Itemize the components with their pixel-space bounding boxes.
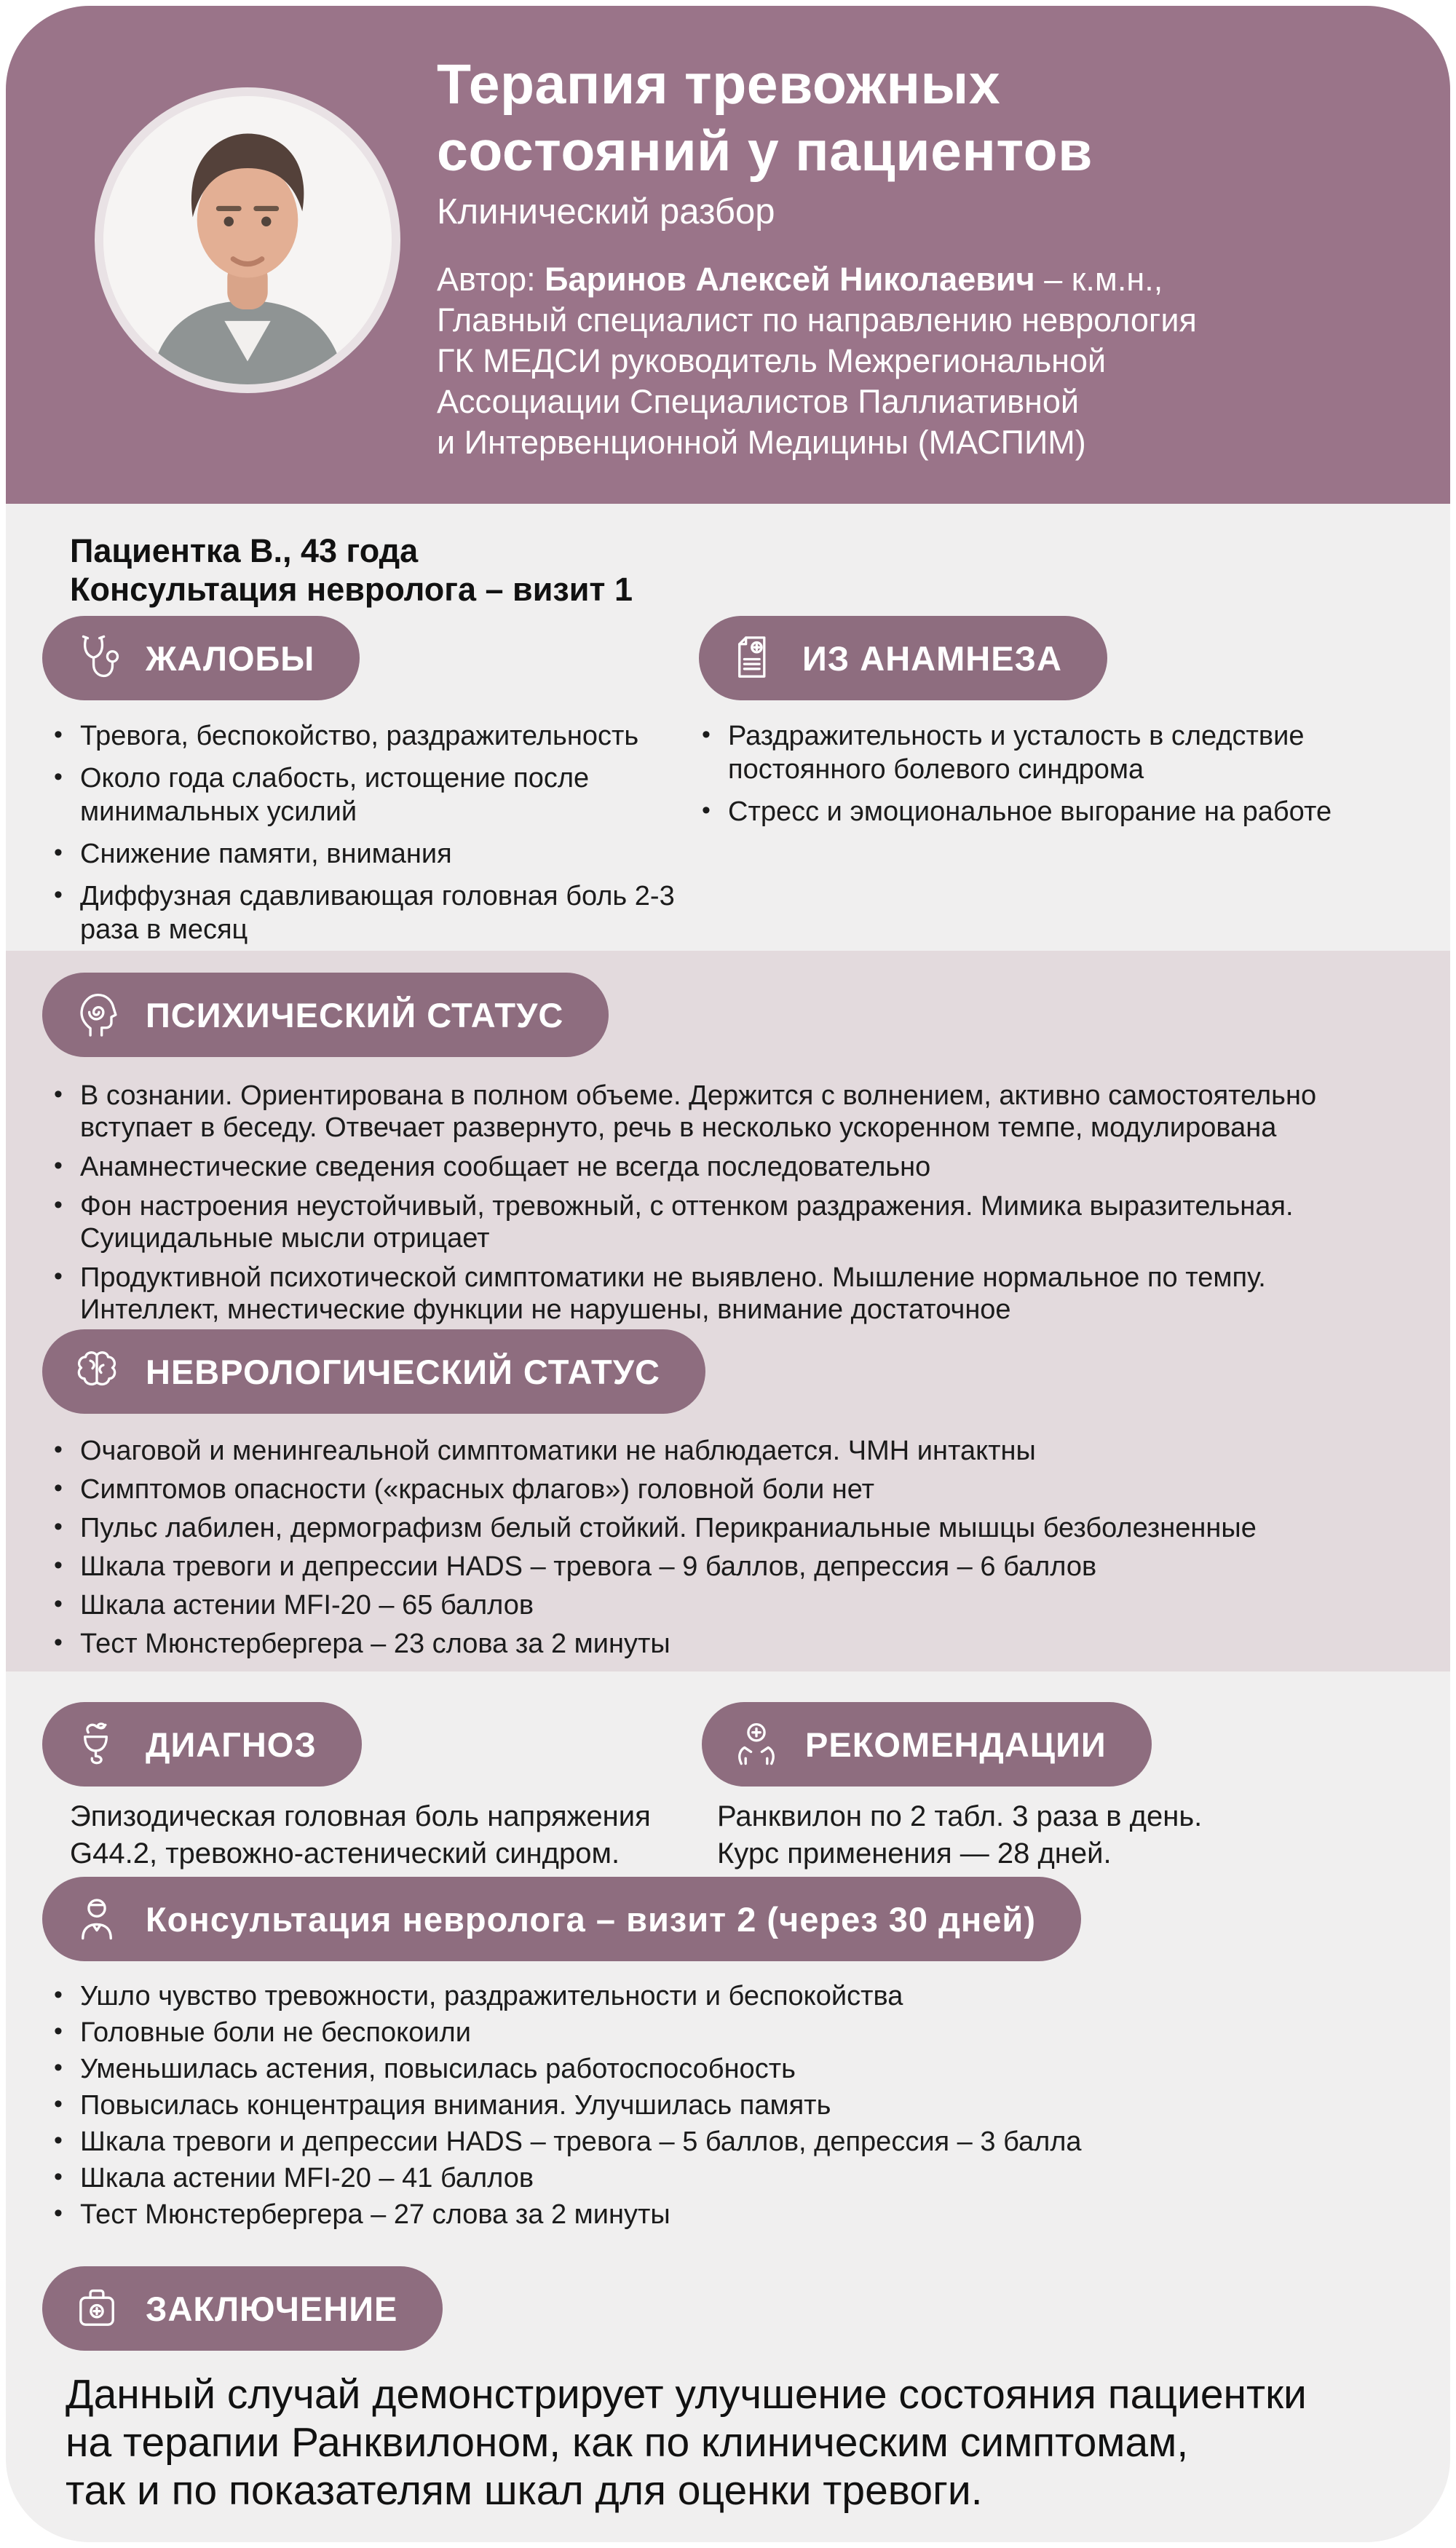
patient-heading [70, 531, 633, 609]
patient-line2: Консультация невролога – визит 1 [70, 571, 633, 608]
diagnosis-text: Эпизодическая головная боль напряжения G44.2, тревожно-астенический синдром. [70, 1800, 651, 1870]
section-pill-complaints [42, 616, 360, 700]
conclusion-text: Данный случай демонстрирует улучшение состояния пациентки на терапии Ранквилоном, как по клиническим симптомам, так и по показателям шкал для оценки тревоги. [66, 2371, 1307, 2514]
list-item: • Тест Мюнстербергера – 27 слова за 2 минуты [50, 2199, 1324, 2231]
recommendations-text: Ранквилон по 2 табл. 3 раза в день. Курс применения — 28 дней. [717, 1800, 1203, 1870]
list-item: • Ушло чувство тревожности, раздражительности и беспокойства [50, 1980, 1324, 2012]
list-item: • Диффузная сдавливающая головная боль 2-3 раза в месяц [50, 879, 676, 946]
list-item: • Стресс и эмоциональное выгорание на работе [697, 795, 1418, 828]
list-item: • Анамнестические сведения сообщает не всегда последовательно [50, 1151, 1360, 1183]
brain-icon [70, 1345, 124, 1398]
section-title: ИЗ АНАМНЕЗА [802, 638, 1062, 678]
section-title: ПСИХИЧЕСКИЙ СТАТУС [146, 995, 564, 1034]
section-pill-psych [42, 973, 609, 1057]
list-item: • Тест Мюнстербергера – 23 слова за 2 минуты [50, 1627, 1411, 1661]
stethoscope-icon [70, 631, 124, 685]
author-line: Ассоциации Специалистов Паллиативной [437, 383, 1080, 420]
list-item: • Продуктивной психотической симптоматики не выявлено. Мышление нормальное по темпу. Интеллект, мнестические функции не нарушены, внимание достаточное [50, 1262, 1360, 1326]
section-title: ЖАЛОБЫ [146, 638, 315, 678]
section-title: ДИАГНОЗ [146, 1725, 317, 1764]
visit2-list [50, 1980, 1324, 2235]
section-title: Консультация невролога – визит 2 (через 30 дней) [146, 1899, 1036, 1939]
section-pill-visit2 [42, 1877, 1081, 1961]
author-line-main: Автор: Баринов Алексей Николаевич – к.м.н., [437, 261, 1163, 298]
list-item: • Фон настроения неустойчивый, тревожный, с оттенком раздражения. Мимика выразительная. Суицидальные мысли отрицает [50, 1190, 1360, 1254]
section-title: ЗАКЛЮЧЕНИЕ [146, 2289, 398, 2328]
list-item: • Шкала астении MFI-20 – 65 баллов [50, 1588, 1411, 1622]
hygieia-bowl-icon [70, 1717, 124, 1771]
patient-line1: Пациентка В., 43 года [70, 532, 419, 569]
list-item: • Симптомов опасности («красных флагов») головной боли нет [50, 1473, 1411, 1506]
list-item: • Шкала тревоги и депрессии HADS – тревога – 9 баллов, депрессия – 6 баллов [50, 1550, 1411, 1583]
avatar [95, 87, 400, 393]
author-line: и Интервенционной Медицины (МАСПИМ) [437, 424, 1086, 461]
header-text [437, 51, 1427, 463]
section-pill-anamnesis [699, 616, 1107, 700]
list-item: • Снижение памяти, внимания [50, 837, 676, 871]
clinical-case-card [6, 6, 1450, 2542]
author-block [437, 259, 1427, 463]
list-item: • Шкала астении MFI-20 – 41 баллов [50, 2162, 1324, 2194]
list-item: • Раздражительность и усталость в следствие постоянного болевого синдрома [697, 719, 1418, 786]
section-title: РЕКОМЕНДАЦИИ [805, 1725, 1107, 1764]
page-title-line2: состояний у пациентов [437, 120, 1093, 183]
author-line: Главный специалист по направлению неврология [437, 301, 1197, 339]
complaints-list [50, 719, 676, 955]
list-item: • Повысилась концентрация внимания. Улучшилась память [50, 2089, 1324, 2121]
first-aid-kit-icon [70, 2282, 124, 2335]
list-item: • Шкала тревоги и депрессии HADS – тревога – 5 баллов, депрессия – 3 балла [50, 2126, 1324, 2158]
list-item: • Очаговой и менингеальной симптоматики не наблюдается. ЧМН интактны [50, 1434, 1411, 1468]
doctor-icon [70, 1892, 124, 1946]
list-item: • Уменьшилась астения, повысилась работоспособность [50, 2053, 1324, 2085]
section-pill-conclusion [42, 2266, 443, 2351]
section-pill-diagnosis [42, 1702, 362, 1787]
section-pill-neuro [42, 1329, 705, 1414]
neuro-list [50, 1434, 1411, 1666]
page-subtitle: Клинический разбор [437, 192, 775, 232]
list-item: • Тревога, беспокойство, раздражительность [50, 719, 676, 753]
medical-record-icon [727, 631, 780, 685]
section-pill-recommendations [702, 1702, 1152, 1787]
list-item: • В сознании. Ориентирована в полном объеме. Держится с волнением, активно самостоятельно вступает в беседу. Отвечает развернуто, речь в несколько ускоренном темпе, модулирована [50, 1080, 1360, 1144]
head-spiral-icon [70, 988, 124, 1042]
header [6, 6, 1450, 504]
list-item: • Пульс лабилен, дермографизм белый стойкий. Перикраниальные мышцы безболезненные [50, 1511, 1411, 1545]
anamnesis-list [697, 719, 1418, 837]
list-item: • Головные боли не беспокоили [50, 2017, 1324, 2049]
psych-list [50, 1080, 1360, 1333]
author-name: Баринов Алексей Николаевич [545, 261, 1035, 298]
page-title-line1: Терапия тревожных [437, 53, 1001, 116]
section-title: НЕВРОЛОГИЧЕСКИЙ СТАТУС [146, 1352, 660, 1391]
list-item: • Около года слабость, истощение после минимальных усилий [50, 761, 676, 828]
author-line: ГК МЕДСИ руководитель Межрегиональной [437, 342, 1107, 379]
hands-cross-icon [729, 1717, 783, 1771]
doctor-photo [103, 96, 392, 384]
